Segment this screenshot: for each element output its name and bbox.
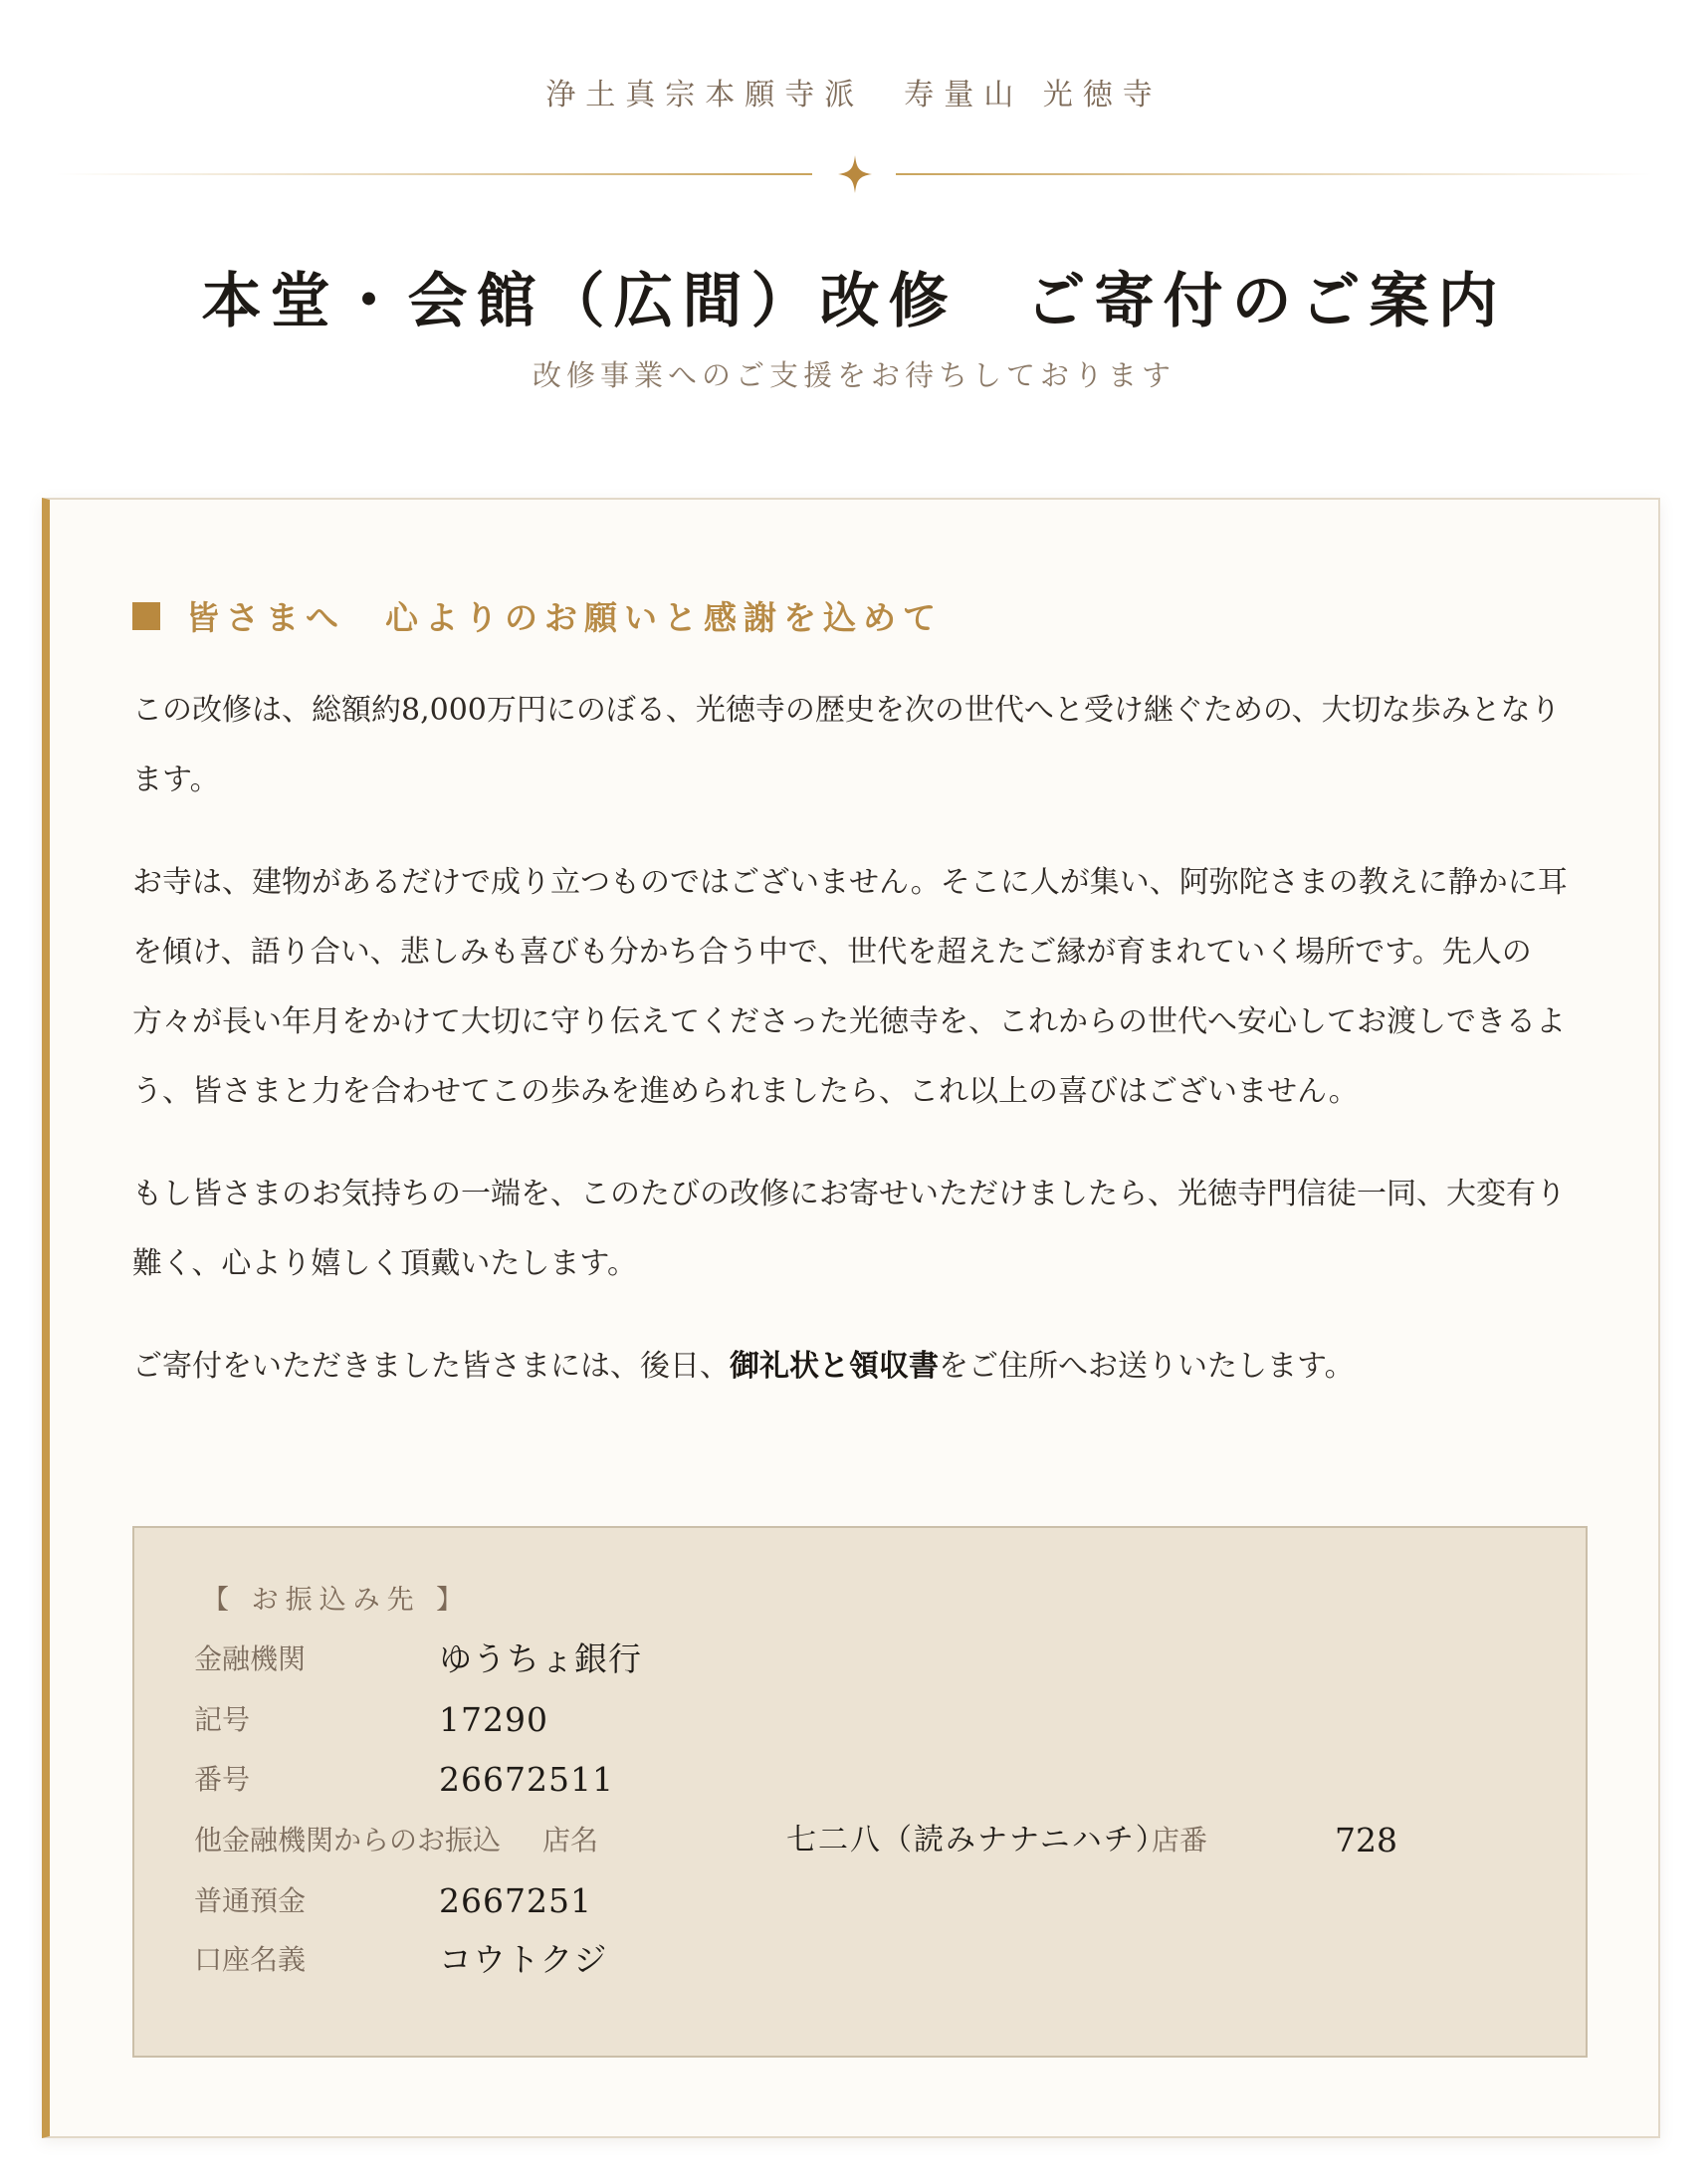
account-holder-value: コウトクジ — [439, 1940, 608, 1979]
symbol-value: 17290 — [439, 1700, 548, 1739]
shop-number-label: 店番 — [1152, 1824, 1208, 1856]
four-pointed-star-icon — [838, 155, 872, 193]
message-body — [132, 676, 1586, 1434]
divider-line-left — [56, 173, 812, 175]
symbol-label: 記号 — [194, 1703, 251, 1736]
bank-heading: 【 お振込み先 】 — [202, 1585, 471, 1616]
account-type-label: 普通預金 — [194, 1884, 307, 1917]
header-divider — [56, 159, 1652, 189]
message-paragraph-3: もし皆さまのお気持ちの一端を、このたびの改修にお寄せいただけましたら、光徳寺門信徒一同、大変有り難く、心より嬉しく頂戴いたします。 — [132, 1177, 1566, 1281]
divider-line-right — [896, 173, 1652, 175]
message-paragraph-2: お寺は、建物があるだけで成り立つものではございません。そこに人が集い、阿弥陀さまの教えに静かに耳を傾け、語り合い、悲しみも喜びも分かち合う中で、世代を超えたご縁が育まれていく場所です。先人の方々が長い年月をかけて大切に守り伝えてくださった光徳寺を、これからの世代へ安心してお渡しできるよう、皆さまと力を合わせてこの歩みを進められましたら、これ以上の喜びはございません。 — [132, 865, 1568, 1109]
paragraph-4-after: をご住所へお送りいたします。 — [939, 1349, 1355, 1384]
page-subtitle: 改修事業へのご支援をお待ちしております — [532, 358, 1175, 392]
shop-name-label: 店名 — [542, 1824, 599, 1856]
message-paragraph-1: この改修は、総額約8,000万円にのぼる、光徳寺の歴史を次の世代へと受け継ぐための、大切な歩みとなります。 — [132, 693, 1561, 797]
institution-value: ゆうちょ銀行 — [439, 1639, 642, 1678]
donation-info-card — [42, 498, 1660, 2138]
temple-name: 浄土真宗本願寺派 寿量山 光徳寺 — [545, 78, 1163, 112]
section-heading — [132, 592, 943, 639]
page-title: 本堂・会館（広間）改修 ご寄付のご案内 — [201, 267, 1507, 336]
receipt-highlight: 御礼状と領収書 — [730, 1349, 939, 1384]
section-heading-text: 皆さまへ 心よりのお願いと感謝を込めて — [186, 598, 943, 637]
bank-transfer-box — [132, 1526, 1588, 2058]
account-holder-label: 口座名義 — [194, 1943, 307, 1976]
number-value: 26672511 — [439, 1760, 614, 1799]
institution-label: 金融機関 — [194, 1642, 307, 1675]
other-bank-label: 他金融機関からのお振込 — [194, 1824, 502, 1856]
shop-name-value: 七二八（読みナナニハチ） — [786, 1823, 1168, 1857]
message-paragraph-4 — [132, 1332, 1586, 1402]
account-type-value: 2667251 — [439, 1881, 592, 1920]
number-label: 番号 — [194, 1763, 251, 1796]
shop-number-value: 728 — [1335, 1821, 1397, 1859]
square-icon — [132, 602, 160, 630]
paragraph-4-before: ご寄付をいただきました皆さまには、後日、 — [132, 1349, 730, 1384]
